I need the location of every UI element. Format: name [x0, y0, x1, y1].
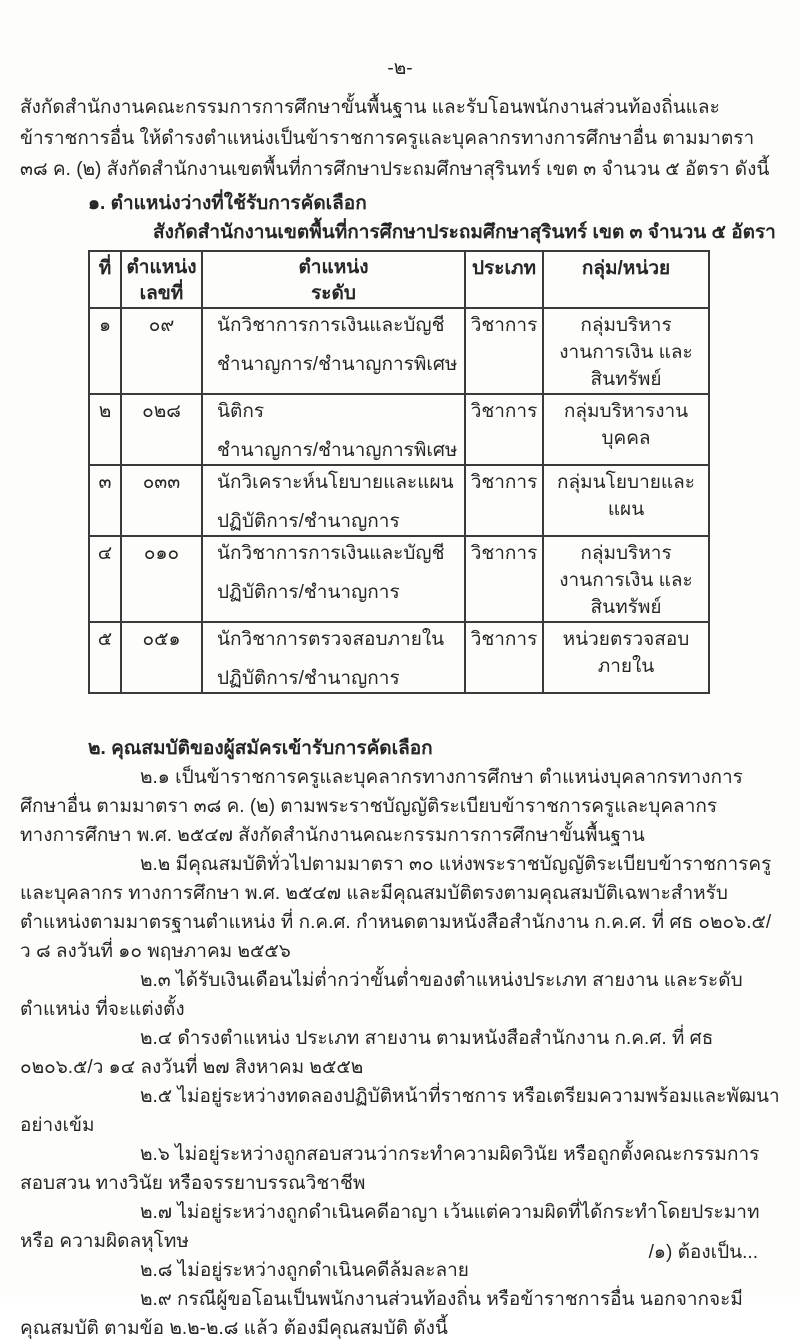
section1-subheading: สังกัดสำนักงานเขตพื้นที่การศึกษาประถมศึกษาสุรินทร์ เขต ๓ จำนวน ๕ อัตรา — [153, 222, 776, 243]
position-group: หน่วยตรวจสอบภายใน — [543, 622, 709, 693]
position-type: วิชาการ — [465, 394, 543, 465]
positions-table — [88, 250, 710, 694]
row-number: ๕ — [89, 622, 121, 693]
table-row — [89, 308, 709, 394]
page-number: -๒- — [387, 58, 413, 79]
section1-heading: ๑. ตำแหน่งว่างที่ใช้รับการคัดเลือก — [88, 193, 367, 214]
row-number: ๒ — [89, 394, 121, 465]
table-row — [89, 622, 709, 693]
qualification-item-2-8: ๒.๘ ไม่อยู่ระหว่างถูกดำเนินคดีล้มละลาย — [140, 1260, 469, 1281]
position-level: ปฏิบัติการ/ชำนาญการ — [217, 582, 400, 603]
column-header-position-level-line2: ระดับ — [311, 283, 356, 304]
row-number: ๓ — [89, 465, 121, 536]
column-header-position-level — [202, 251, 465, 308]
table-row — [89, 394, 709, 465]
position-and-level — [202, 465, 465, 536]
position-group: กลุ่มนโยบายและแผน — [543, 465, 709, 536]
position-and-level — [202, 394, 465, 465]
position-and-level — [202, 536, 465, 622]
position-type: วิชาการ — [465, 536, 543, 622]
position-group: กลุ่มบริหารงานการเงิน และสินทรัพย์ — [543, 308, 709, 394]
position-type: วิชาการ — [465, 465, 543, 536]
position-type: วิชาการ — [465, 622, 543, 693]
column-header-type: ประเภท — [465, 251, 543, 308]
table-row — [89, 465, 709, 536]
position-level: ปฏิบัติการ/ชำนาญการ — [217, 668, 400, 689]
position-type: วิชาการ — [465, 308, 543, 394]
position-level: ชำนาญการ/ชำนาญการพิเศษ — [217, 440, 458, 461]
position-number: ๐๕๑ — [121, 622, 202, 693]
row-number: ๑ — [89, 308, 121, 394]
position-level: ชำนาญการ/ชำนาญการพิเศษ — [217, 354, 458, 375]
position-group: กลุ่มบริหารงานบุคคล — [543, 394, 709, 465]
column-header-position-number-line2: เลขที่ — [139, 283, 184, 304]
table-header-row — [89, 251, 709, 308]
column-header-no: ที่ — [89, 251, 121, 308]
qualification-item-2-3: ๒.๓ ได้รับเงินเดือนไม่ต่ำกว่าขั้นต่ำของตำแหน่งประเภท สายงาน และระดับตำแหน่ง ที่จะแต่งตั้ง — [20, 970, 743, 1020]
position-number: ๐๑๐ — [121, 536, 202, 622]
qualification-item-2-1: ๒.๑ เป็นข้าราชการครูและบุคลากรทางการศึกษา ตำแหน่งบุคลากรทางการศึกษาอื่น ตามมาตรา ๓๘ ค. (๒) ตามพระราชบัญญัติระเบียบข้าราชการครูและบุคลากรทางการศึกษา พ.ศ. ๒๕๔๗ สังกัดสำนักงานคณะกรรมการการศึกษาขั้นพื้นฐาน — [20, 767, 743, 846]
position-number: ๐๙ — [121, 308, 202, 394]
column-header-group: กลุ่ม/หน่วย — [543, 251, 709, 308]
column-header-position-level-line1: ตำแหน่ง — [298, 257, 369, 278]
qualification-item-2-6: ๒.๖ ไม่อยู่ระหว่างถูกสอบสวนว่ากระทำความผิดวินัย หรือถูกตั้งคณะกรรมการสอบสวน ทางวินัย หรือจรรยาบรรณวิชาชีพ — [20, 1144, 760, 1194]
continuation-note: /๑) ต้องเป็น... — [648, 1242, 758, 1263]
section2-heading: ๒. คุณสมบัติของผู้สมัครเข้ารับการคัดเลือก — [88, 738, 433, 759]
position-number: ๐๓๓ — [121, 465, 202, 536]
position-and-level — [202, 622, 465, 693]
position-name: นักวิชาการการเงินและบัญชี — [217, 543, 445, 564]
position-number: ๐๒๘ — [121, 394, 202, 465]
position-and-level — [202, 308, 465, 394]
table-row — [89, 536, 709, 622]
position-name: นิติกร — [217, 401, 265, 422]
position-name: นักวิชาการการเงินและบัญชี — [217, 315, 445, 336]
row-number: ๔ — [89, 536, 121, 622]
position-name: นักวิชาการตรวจสอบภายใน — [217, 629, 445, 650]
qualification-item-2-2: ๒.๒ มีคุณสมบัติทั่วไปตามมาตรา ๓๐ แห่งพระราชบัญญัติระเบียบข้าราชการครูและบุคลากร ทางการศึกษา พ.ศ. ๒๕๔๗ และมีคุณสมบัติตรงตามคุณสมบัติเฉพาะสำหรับตำแหน่งตามมาตรฐานตำแหน่ง ที่ ก.ค.ศ. กำหนดตามหนังสือสำนักงาน ก.ค.ศ. ที่ ศธ ๐๒๐๖.๕/ว ๘ ลงวันที่ ๑๐ พฤษภาคม ๒๕๕๖ — [20, 854, 772, 962]
qualification-item-2-4: ๒.๔ ดำรงตำแหน่ง ประเภท สายงาน ตามหนังสือสำนักงาน ก.ค.ศ. ที่ ศธ ๐๒๐๖.๕/ว ๑๔ ลงวันที่ ๒๗ สิงหาคม ๒๕๕๒ — [20, 1028, 714, 1078]
position-name: นักวิเคราะห์นโยบายและแผน — [217, 472, 454, 493]
qualification-item-2-5: ๒.๕ ไม่อยู่ระหว่างทดลองปฏิบัติหน้าที่ราชการ หรือเตรียมความพร้อมและพัฒนาอย่างเข้ม — [20, 1086, 780, 1136]
position-level: ปฏิบัติการ/ชำนาญการ — [217, 511, 400, 532]
column-header-position-number — [121, 251, 202, 308]
qualification-item-2-7: ๒.๗ ไม่อยู่ระหว่างถูกดำเนินคดีอาญา เว้นแต่ความผิดที่ได้กระทำโดยประมาทหรือ ความผิดลหุโทษ — [20, 1202, 760, 1252]
qualification-item-2-9: ๒.๙ กรณีผู้ขอโอนเป็นพนักงานส่วนท้องถิ่น หรือข้าราชการอื่น นอกจากจะมีคุณสมบัติ ตามข้อ ๒.๒-๒.๘ แล้ว ต้องมีคุณสมบัติ ดังนี้ — [20, 1289, 743, 1339]
position-group: กลุ่มบริหารงานการเงิน และสินทรัพย์ — [543, 536, 709, 622]
intro-paragraph: สังกัดสำนักงานคณะกรรมการการศึกษาขั้นพื้นฐาน และรับโอนพนักงานส่วนท้องถิ่นและข้าราชการอื่น ให้ดำรงตำแหน่งเป็นข้าราชการครูและบุคลากรทางการศึกษาอื่น ตามมาตรา ๓๘ ค. (๒) สังกัดสำนักงานเขตพื้นที่การศึกษาประถมศึกษาสุรินทร์ เขต ๓ จำนวน ๕ อัตรา ดังนี้ — [20, 97, 770, 180]
column-header-position-number-line1: ตำแหน่ง — [126, 257, 197, 278]
